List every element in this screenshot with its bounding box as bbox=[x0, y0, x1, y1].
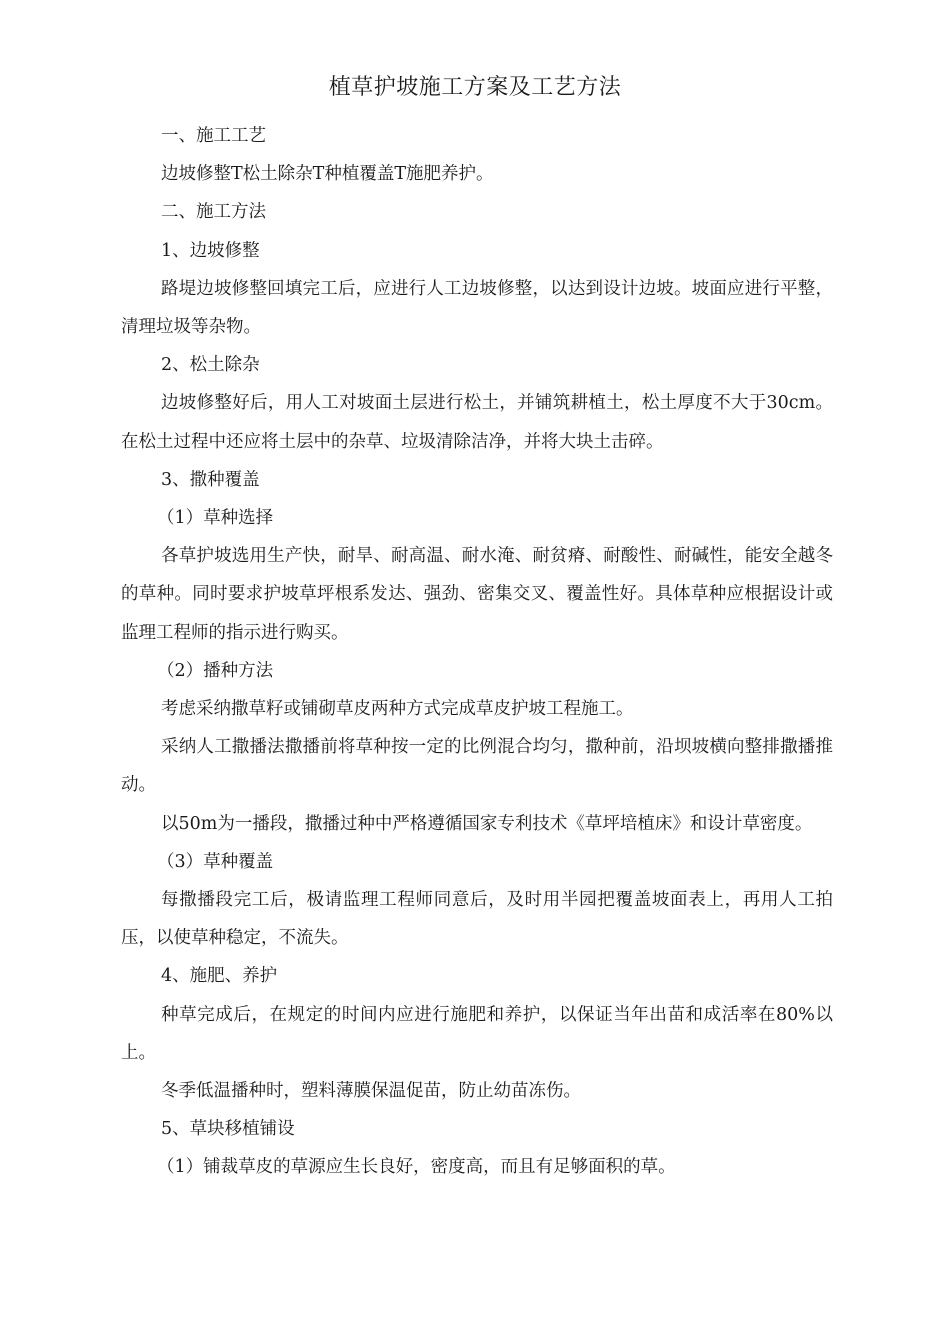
subsection-heading: （3）草种覆盖 bbox=[157, 851, 274, 872]
paragraph: 边坡修整T松土除杂T种植覆盖T施肥养护。 bbox=[161, 164, 494, 185]
paragraph: 路堤边坡修整回填完工后，应进行人工边坡修整，以达到设计边坡。坡面应进行平整，清理垃圾等杂物。 bbox=[121, 278, 833, 338]
paragraph: 冬季低温播种时，塑料薄膜保温促苗，防止幼苗冻伤。 bbox=[161, 1081, 581, 1102]
paragraph: 种草完成后，在规定的时间内应进行施肥和养护，以保证当年出苗和成活率在80%以上。 bbox=[121, 1004, 833, 1063]
section-heading: 4、施肥、养护 bbox=[161, 966, 278, 987]
paragraph: 采纳人工撒播法撒播前将草种按一定的比例混合均匀，撒种前，沿坝坡横向整排撒播推动。 bbox=[121, 737, 833, 796]
section-heading: 二、施工方法 bbox=[161, 202, 266, 223]
paragraph: 每撒播段完工后，极请监理工程师同意后，及时用半园把覆盖坡面表上，再用人工拍压，以使草种稳定，不流失。 bbox=[121, 890, 833, 949]
paragraph: 各草护坡选用生产快，耐旱、耐高温、耐水淹、耐贫瘠、耐酸性、耐碱性，能安全越冬的草种。同时要求护坡草坪根系发达、强劲、密集交叉、覆盖性好。具体草种应根据设计或监理工程师的指示进行购买。 bbox=[121, 546, 833, 643]
section-heading: 1、边坡修整 bbox=[161, 240, 260, 261]
section-heading: 2、松土除杂 bbox=[161, 355, 260, 376]
document-body bbox=[121, 117, 833, 1187]
subsection-heading: （1）铺裁草皮的草源应生长良好，密度高，而且有足够面积的草。 bbox=[157, 1157, 676, 1178]
paragraph: 以50m为一播段，撒播过种中严格遵循国家专利技术《草坪培植床》和设计草密度。 bbox=[161, 813, 813, 834]
paragraph: 考虑采纳撒草籽或铺砌草皮两种方式完成草皮护坡工程施工。 bbox=[161, 699, 634, 720]
section-heading: 5、草块移植铺设 bbox=[161, 1119, 295, 1140]
section-heading: 一、施工工艺 bbox=[161, 126, 266, 146]
section-heading: 3、撒种覆盖 bbox=[161, 469, 260, 490]
subsection-heading: （2）播种方法 bbox=[157, 660, 274, 681]
paragraph: 边坡修整好后，用人工对坡面土层进行松土，并铺筑耕植土，松土厚度不大于30cm。在松土过程中还应将土层中的杂草、垃圾清除洁净，并将大块土击碎。 bbox=[121, 393, 833, 452]
document-title: 植草护坡施工方案及工艺方法 bbox=[328, 75, 622, 100]
subsection-heading: （1）草种选择 bbox=[157, 508, 274, 529]
